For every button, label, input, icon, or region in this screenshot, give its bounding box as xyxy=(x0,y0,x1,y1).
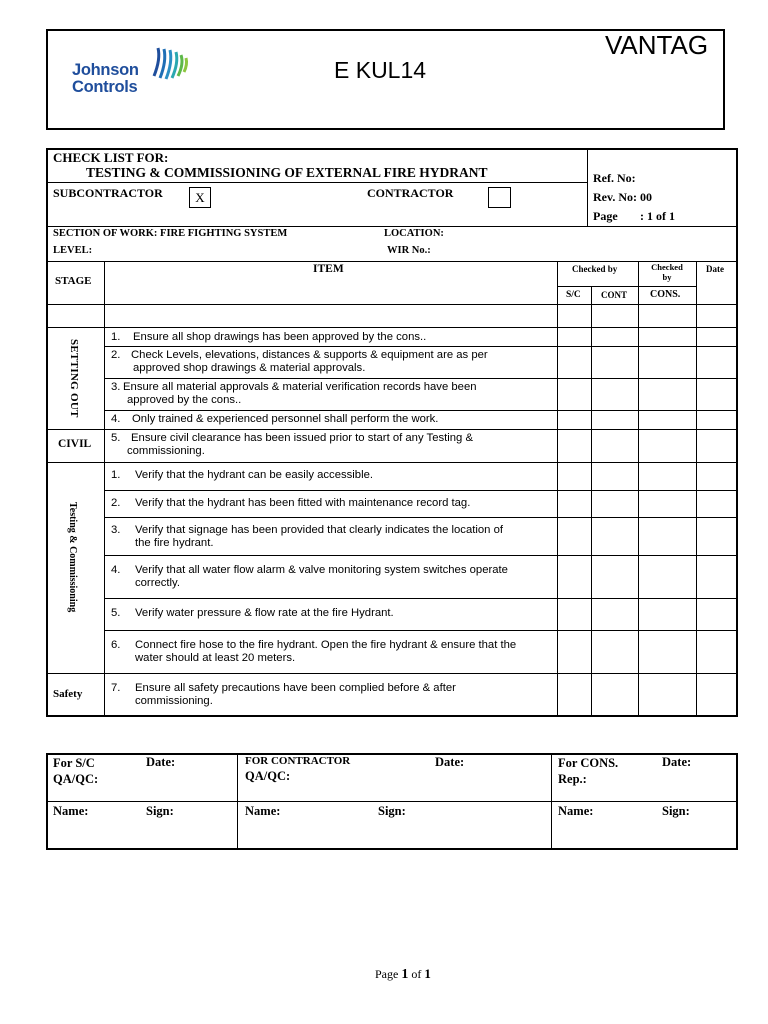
item-testing-3 xyxy=(111,524,553,550)
item-number: 3. xyxy=(111,524,121,536)
project-name: VANTAG xyxy=(605,30,709,60)
item-text-cont: commissioning. xyxy=(135,695,213,707)
item-text: Verify that the hydrant has been fitted with maintenance record tag. xyxy=(135,497,471,509)
contractor-date-label: Date: xyxy=(435,755,465,769)
item-number: 1. xyxy=(111,469,121,481)
document-code: E KUL14 xyxy=(334,57,427,83)
item-number: 4. xyxy=(111,564,121,576)
stage-testing: Testing & Commissioning xyxy=(67,502,78,613)
item-text: Verify that the hydrant can be easily accessible. xyxy=(135,469,373,481)
footer-page-total: 1 xyxy=(424,966,431,981)
contractor-label-l2: QA/QC: xyxy=(245,769,291,783)
sc-sign-label: Sign: xyxy=(146,804,174,818)
item-number: 6. xyxy=(111,639,121,651)
cons-label-l1: For CONS. xyxy=(558,756,619,770)
item-text-cont: correctly. xyxy=(135,577,180,589)
sc-label-l2: QA/QC: xyxy=(53,772,99,786)
item-testing-2 xyxy=(111,497,553,510)
item-text: Connect fire hose to the fire hydrant. Open the fire hydrant & ensure that the xyxy=(135,639,517,651)
col-checked-by: Checked by xyxy=(572,264,618,274)
page-footer xyxy=(375,966,431,983)
col-stage: STAGE xyxy=(55,275,92,287)
checklist-title: TESTING & COMMISSIONING OF EXTERNAL FIRE HYDRANT xyxy=(86,165,488,180)
item-testing-6 xyxy=(111,639,553,665)
level-label: LEVEL: xyxy=(53,245,93,256)
item-setting-out-4 xyxy=(111,413,553,426)
item-setting-out-1 xyxy=(111,331,553,344)
logo-line-2: Controls xyxy=(72,78,138,96)
subcontractor-label: SUBCONTRACTOR xyxy=(53,186,163,200)
item-text-cont: the fire hydrant. xyxy=(135,537,214,549)
item-testing-4 xyxy=(111,564,553,590)
cons-name-label: Name: xyxy=(558,804,594,818)
sc-date-label: Date: xyxy=(146,755,176,769)
item-text: Ensure civil clearance has been issued prior to start of any Testing & xyxy=(131,432,474,444)
contractor-label-l1: FOR CONTRACTOR xyxy=(245,755,351,767)
sc-qaqc-label xyxy=(53,755,98,787)
item-testing-5 xyxy=(111,607,553,620)
section-of-work: SECTION OF WORK: FIRE FIGHTING SYSTEM xyxy=(53,228,288,239)
col-checked-by-cons xyxy=(650,262,684,282)
item-text-cont: approved shop drawings & material approvals. xyxy=(133,362,366,374)
cons-label-l2: Rep.: xyxy=(558,772,587,786)
col-cont: CONT xyxy=(601,290,628,300)
page-value: : 1 of 1 xyxy=(640,209,675,223)
item-text: Only trained & experienced personnel shall perform the work. xyxy=(132,413,439,425)
item-number: 5. xyxy=(111,607,121,619)
item-number: 4. xyxy=(111,413,121,425)
footer-page-prefix: Page xyxy=(375,967,399,981)
stage-setting-out: SETTING OUT xyxy=(68,339,80,418)
contractor-sign-label: Sign: xyxy=(378,804,406,818)
sc-name-label: Name: xyxy=(53,804,89,818)
cons-sign-label: Sign: xyxy=(662,804,690,818)
page-label: Page xyxy=(593,209,618,223)
col-cons: CONS. xyxy=(650,289,681,300)
col-sc: S/C xyxy=(566,290,581,300)
logo-line-1: Johnson xyxy=(72,61,139,79)
item-number: 2. xyxy=(111,497,121,509)
stage-safety: Safety xyxy=(53,688,83,700)
item-safety-7 xyxy=(111,682,553,708)
item-setting-out-3 xyxy=(111,381,553,407)
subcontractor-checkbox[interactable]: X xyxy=(189,187,211,208)
footer-page-number: 1 xyxy=(401,967,409,982)
company-logo-icon xyxy=(148,46,190,82)
ref-no-label: Ref. No: xyxy=(593,171,636,185)
contractor-qaqc-label xyxy=(245,754,350,784)
location-label: LOCATION: xyxy=(384,228,444,239)
item-testing-1 xyxy=(111,469,553,482)
contractor-label: CONTRACTOR xyxy=(367,186,454,200)
footer-page-of: of xyxy=(411,967,422,981)
item-text: Verify water pressure & flow rate at the fire Hydrant. xyxy=(135,607,394,619)
item-text: Verify that signage has been provided that clearly indicates the location of xyxy=(135,524,504,536)
item-text-cont: water should at least 20 meters. xyxy=(135,652,296,664)
item-setting-out-2 xyxy=(111,349,553,375)
cons-rep-label xyxy=(558,755,618,787)
company-logo-text xyxy=(72,62,139,96)
contractor-checkbox[interactable] xyxy=(488,187,511,208)
item-text: Ensure all shop drawings has been approved by the cons.. xyxy=(133,331,427,343)
rev-no-label: Rev. No: 00 xyxy=(593,190,652,204)
item-civil-5 xyxy=(111,432,553,458)
cons-date-label: Date: xyxy=(662,755,692,769)
sc-label-l1: For S/C xyxy=(53,756,95,770)
item-text-cont: approved by the cons.. xyxy=(127,394,242,406)
item-text: Ensure all safety precautions have been complied before & after xyxy=(135,682,456,694)
col-checked-by-cons-l2: by xyxy=(662,272,672,282)
stage-civil: CIVIL xyxy=(58,438,92,450)
checklist-for-label: CHECK LIST FOR: xyxy=(53,150,169,165)
col-date: Date xyxy=(706,264,724,274)
wir-label: WIR No.: xyxy=(387,245,431,256)
item-text-cont: commissioning. xyxy=(127,445,205,457)
item-number: 3. xyxy=(111,381,121,393)
contractor-name-label: Name: xyxy=(245,804,281,818)
item-number: 2. xyxy=(111,349,121,361)
item-text: Check Levels, elevations, distances & supports & equipment are as per xyxy=(131,349,488,361)
item-text: Verify that all water flow alarm & valve monitoring system switches operate xyxy=(135,564,508,576)
item-number: 5. xyxy=(111,432,121,444)
col-item: ITEM xyxy=(313,263,344,275)
item-text: Ensure all material approvals & material verification records have been xyxy=(123,381,477,393)
col-checked-by-cons-l1: Checked xyxy=(651,262,683,272)
item-number: 1. xyxy=(111,331,121,343)
item-number: 7. xyxy=(111,682,121,694)
